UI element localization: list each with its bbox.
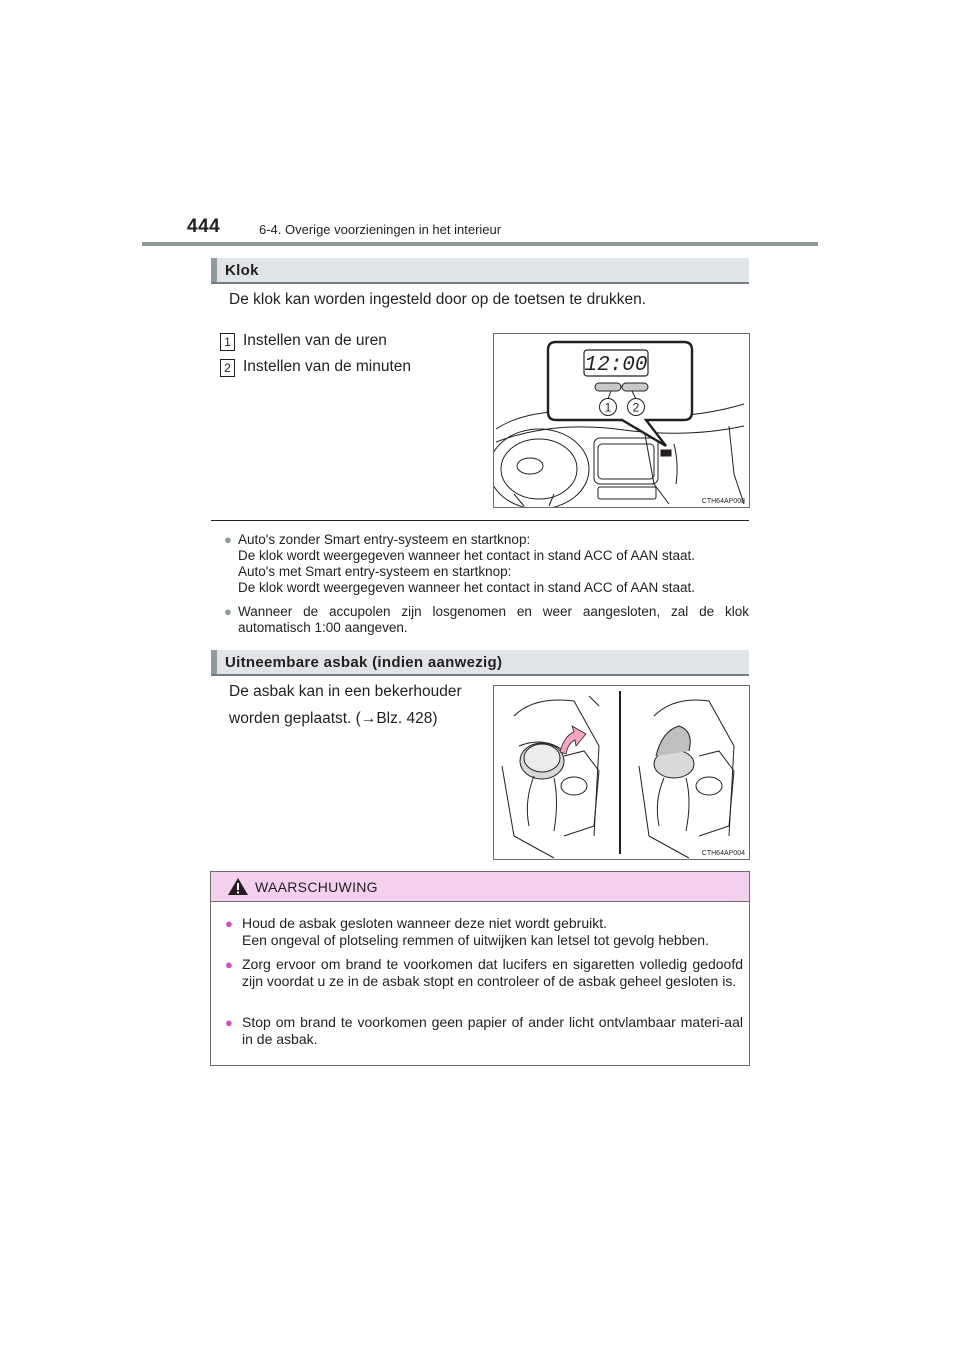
dashboard-illustration	[494, 334, 749, 507]
callout-1: 1	[604, 400, 612, 415]
section-title: 6-4. Overige voorzieningen in het interieur	[259, 222, 502, 237]
divider	[211, 520, 749, 521]
clock-display-time: 12:00	[584, 354, 648, 377]
note-text: Auto's zonder Smart entry-systeem en startknop: De klok wordt weergegeven wanneer het contact in stand ACC of AAN staat. Auto's met Smart entry-systeem en startknop: De klok wordt weergegeven wanneer het contact in stand ACC of AAN staat.	[238, 532, 696, 595]
section-heading-klok	[211, 258, 749, 284]
note-battery	[224, 604, 749, 636]
figure-code: CTH64AP004	[701, 850, 745, 857]
note-smart-entry	[224, 532, 749, 596]
section-heading-label: Uitneembare asbak (indien aanwezig)	[225, 654, 503, 671]
warning-item	[225, 1014, 743, 1048]
bullet-icon: ●	[224, 604, 232, 619]
warning-text: Stop om brand te voorkomen geen papier of ander licht ontvlambaar materi-aal in de asbak.	[242, 1014, 743, 1047]
clock-intro: De klok kan worden ingesteld door op de toetsen te drukken.	[229, 291, 647, 308]
section-heading-label: Klok	[225, 262, 259, 279]
warning-header	[211, 872, 749, 902]
section-heading-ashtray	[211, 650, 749, 676]
warning-icon	[227, 877, 249, 896]
page-number: 444	[187, 216, 221, 237]
warning-text: Houd de asbak gesloten wanneer deze niet wordt gebruikt. Een ongeval of plotseling remmen of uitwijken kan letsel tot gevolg hebben.	[242, 915, 709, 948]
ashtray-text-line-1: De asbak kan in een bekerhouder	[229, 683, 462, 700]
section-stripe	[211, 650, 217, 674]
callout-2: 2	[632, 400, 640, 415]
clock-figure	[493, 333, 750, 508]
figure-code: CTH64AP008	[701, 498, 745, 505]
bullet-icon: ●	[224, 532, 232, 547]
ashtray-text-line-2: worden geplaatst. (→Blz. 428)	[229, 710, 438, 727]
header-rule	[142, 242, 818, 246]
warning-text: Zorg ervoor om brand te voorkomen dat lucifers en sigaretten volledig gedoofd zijn voordat u ze in de asbak stopt en controleer of de asbak geheel gesloten is.	[242, 956, 743, 989]
note-text: Wanneer de accupolen zijn losgenomen en weer aangesloten, zal de klok automatisch 1:00 aangeven.	[238, 604, 749, 635]
bullet-icon: ●	[225, 957, 233, 972]
lift-arrow-icon	[560, 726, 586, 754]
bullet-icon: ●	[225, 1015, 233, 1030]
step-number-1: 1	[220, 333, 235, 351]
warning-item	[225, 956, 743, 990]
warning-item	[225, 915, 743, 949]
ashtray-figure	[493, 685, 750, 860]
warning-label: WAARSCHUWING	[255, 879, 378, 895]
ashtray-illustration	[494, 686, 749, 859]
bullet-icon: ●	[225, 916, 233, 931]
section-stripe	[211, 258, 217, 282]
warning-box	[210, 871, 750, 1066]
step-label-hours: Instellen van de uren	[243, 332, 387, 349]
step-number-2: 2	[220, 359, 235, 377]
step-label-minutes: Instellen van de minuten	[243, 358, 412, 375]
